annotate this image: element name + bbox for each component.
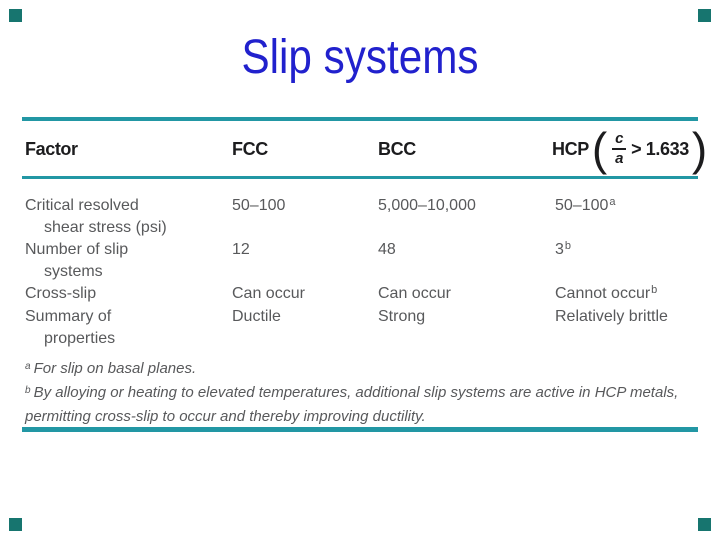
slide-title: Slip systems	[241, 31, 479, 84]
fraction-denominator: a	[615, 150, 624, 167]
factor-line-2: systems	[44, 263, 103, 280]
fraction-numerator: c	[612, 131, 626, 150]
table-header-bcc: BCC	[378, 139, 416, 159]
corner-accent-square-top-left	[9, 9, 22, 22]
cell-bcc: 48	[378, 241, 396, 258]
factor-line-1: Critical resolved	[25, 197, 139, 214]
c-over-a-fraction	[612, 131, 626, 167]
cell-fcc: Can occur	[232, 285, 305, 302]
footnote-a-text: For slip on basal planes.	[33, 360, 197, 377]
footnotes	[25, 358, 701, 428]
cell-factor	[25, 195, 232, 239]
footnote-superscript: b	[651, 284, 658, 296]
cell-factor	[25, 239, 232, 283]
table-top-rule	[22, 117, 698, 121]
cell-hcp	[555, 195, 701, 218]
cell-hcp	[555, 306, 701, 329]
footnote-a	[25, 358, 701, 382]
footnote-a-marker: a	[25, 361, 31, 372]
hcp-value: 50–100	[555, 197, 609, 214]
corner-accent-square-bottom-left	[9, 518, 22, 531]
footnote-b-text: By alloying or heating to elevated temperatures, additional slip systems are active in HCP metals, permitting cross-slip to occur and thereby improving ductility.	[25, 384, 679, 425]
cell-hcp	[555, 239, 701, 262]
cell-fcc: 12	[232, 241, 250, 258]
factor-line-1: Summary of	[25, 308, 112, 325]
cell-fcc: Ductile	[232, 308, 281, 325]
table-header-fcc: FCC	[232, 139, 268, 159]
cell-factor	[25, 306, 232, 350]
cell-factor	[25, 283, 232, 305]
factor-line-1: Number of slip	[25, 241, 129, 258]
footnote-b-marker: b	[25, 385, 31, 396]
footnote-b	[25, 382, 701, 428]
hcp-value: Relatively brittle	[555, 308, 668, 325]
table-row	[25, 239, 701, 283]
factor-line-2: shear stress (psi)	[44, 219, 167, 236]
hcp-label: HCP	[552, 138, 589, 159]
table-header-hcp	[552, 123, 708, 175]
cell-hcp	[555, 283, 701, 306]
open-paren: (	[591, 123, 608, 175]
footnote-superscript: b	[564, 240, 572, 252]
table-bottom-rule	[22, 427, 698, 432]
hcp-value: Cannot occur	[555, 285, 651, 302]
table-body	[25, 195, 701, 350]
factor-line-1: Cross-slip	[25, 285, 97, 302]
footnote-superscript: a	[609, 196, 616, 208]
hcp-value: 3	[555, 241, 564, 258]
cell-bcc: Strong	[378, 308, 426, 325]
factor-line-2: properties	[44, 330, 116, 347]
table-row	[25, 195, 701, 239]
cell-bcc: 5,000–10,000	[378, 197, 476, 214]
hcp-condition: > 1.633	[631, 138, 689, 159]
cell-bcc: Can occur	[378, 285, 451, 302]
table-header-factor: Factor	[25, 139, 78, 159]
table-row	[25, 283, 701, 306]
table-header-rule	[22, 176, 698, 179]
corner-accent-square-top-right	[698, 9, 711, 22]
table-row	[25, 306, 701, 350]
close-paren: )	[691, 123, 708, 175]
cell-fcc: 50–100	[232, 197, 286, 214]
corner-accent-square-bottom-right	[698, 518, 711, 531]
